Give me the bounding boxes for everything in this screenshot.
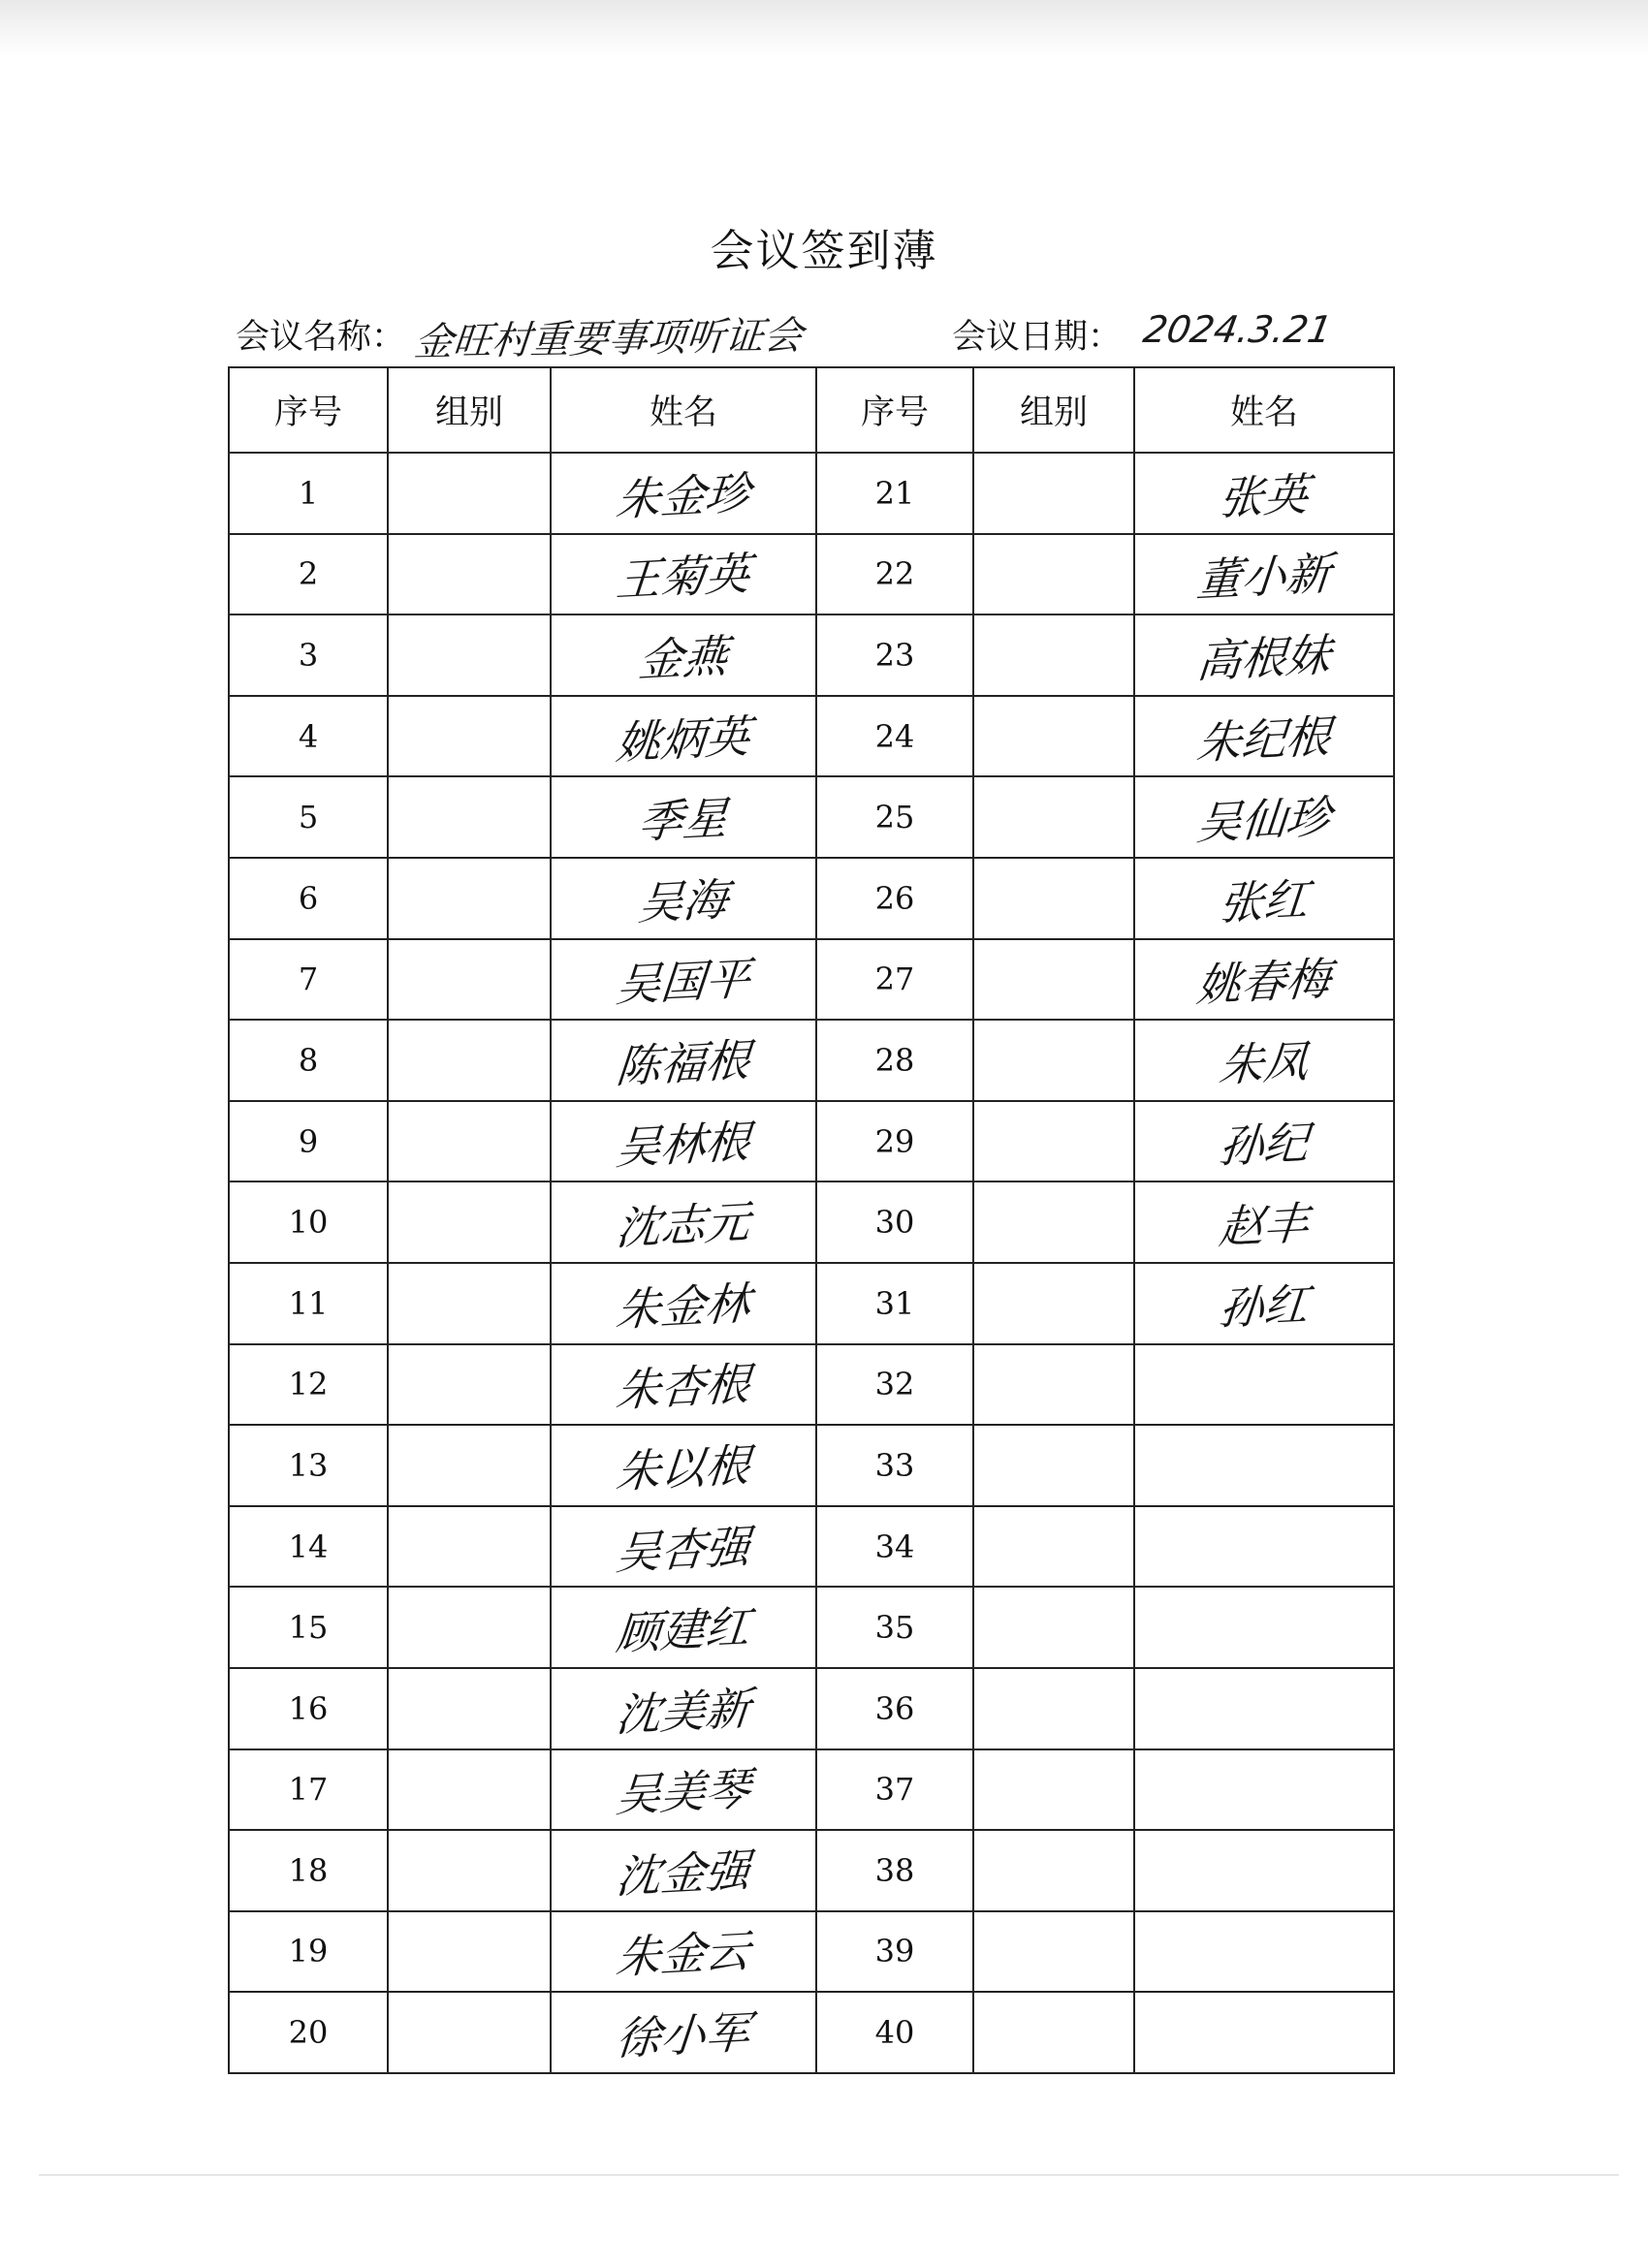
seq-cell: 19 [229,1911,388,1993]
signature [1134,939,1394,1021]
handwritten-signature: 朱金云 [614,1924,753,1985]
seq-cell: 7 [229,939,388,1021]
signature [551,1263,816,1344]
signature [1134,1181,1394,1263]
handwritten-signature: 金燕 [636,629,731,687]
table-row [229,614,1394,696]
handwritten-signature: 朱凤 [1217,1034,1312,1092]
seq-cell: 10 [229,1181,388,1263]
signature [551,858,816,939]
group-cell [973,858,1134,939]
seq-cell: 12 [229,1344,388,1426]
handwritten-signature: 董小新 [1194,547,1334,608]
handwritten-signature: 朱杏根 [614,1357,753,1418]
handwritten-signature: 孙纪 [1217,1115,1312,1174]
group-cell [973,1181,1134,1263]
seq-cell: 5 [229,776,388,858]
scan-edge-shadow [0,0,1648,58]
seq-cell: 16 [229,1668,388,1749]
signature [551,1425,816,1506]
handwritten-signature: 孙红 [1217,1277,1312,1336]
signature [1134,1425,1394,1506]
seq-cell: 22 [816,534,973,615]
seq-cell: 2 [229,534,388,615]
seq-cell: 29 [816,1101,973,1182]
seq-cell: 26 [816,858,973,939]
group-cell [973,1101,1134,1182]
signature [1134,1830,1394,1911]
table-row [229,1830,1394,1911]
handwritten-signature: 张红 [1217,872,1312,930]
meeting-date-label: 会议日期： [952,318,1123,357]
signature [1134,1344,1394,1426]
group-cell [388,614,551,696]
meeting-date-value: 2024.3.21 [1140,308,1336,351]
seq-cell: 14 [229,1506,388,1588]
handwritten-signature: 朱以根 [614,1438,753,1498]
handwritten-signature: 朱纪根 [1194,709,1334,770]
table-row [229,1425,1394,1506]
seq-cell: 9 [229,1101,388,1182]
handwritten-signature: 赵丰 [1217,1196,1312,1254]
handwritten-signature: 吴杏强 [614,1519,753,1580]
handwritten-signature: 季星 [636,791,731,849]
group-cell [388,939,551,1021]
seq-cell: 24 [816,696,973,777]
header-group-left: 组别 [388,367,551,453]
signature [551,1101,816,1182]
seq-cell: 17 [229,1749,388,1831]
group-cell [973,1020,1134,1101]
seq-cell: 33 [816,1425,973,1506]
signature [1134,453,1394,534]
signature [551,1992,816,2073]
seq-cell: 37 [816,1749,973,1831]
table-row [229,1181,1394,1263]
signature [1134,1506,1394,1588]
signature [1134,776,1394,858]
signature [1134,1587,1394,1668]
seq-cell: 25 [816,776,973,858]
handwritten-signature: 吴海 [636,872,731,930]
seq-cell: 11 [229,1263,388,1344]
signature [551,776,816,858]
signature [1134,696,1394,777]
handwritten-signature: 朱金珍 [614,466,753,526]
seq-cell: 39 [816,1911,973,1993]
seq-cell: 23 [816,614,973,696]
table-row [229,453,1394,534]
seq-cell: 20 [229,1992,388,2073]
seq-cell: 40 [816,1992,973,2073]
signature [551,1830,816,1911]
meeting-name-value: 金旺村重要事项听证会 [412,313,806,365]
signature [1134,1992,1394,2073]
seq-cell: 21 [816,453,973,534]
handwritten-signature: 吴林根 [614,1114,753,1175]
handwritten-signature: 姚炳英 [614,709,753,770]
signature [1134,534,1394,615]
group-cell [388,1506,551,1588]
meeting-name-label: 会议名称： [236,318,406,357]
seq-cell: 18 [229,1830,388,1911]
group-cell [973,1263,1134,1344]
signature [551,453,816,534]
seq-cell: 1 [229,453,388,534]
group-cell [973,696,1134,777]
handwritten-signature: 高根妹 [1194,628,1334,688]
seq-cell: 30 [816,1181,973,1263]
group-cell [388,1425,551,1506]
group-cell [388,1830,551,1911]
table-row [229,1101,1394,1182]
sign-in-table [228,366,1395,2074]
signature [551,1749,816,1831]
seq-cell: 32 [816,1344,973,1426]
handwritten-signature: 顾建红 [614,1600,753,1660]
group-cell [973,453,1134,534]
table-row [229,1020,1394,1101]
handwritten-signature: 陈福根 [614,1033,753,1093]
header-seq-left: 序号 [229,367,388,453]
group-cell [388,1181,551,1263]
signature [551,696,816,777]
group-cell [388,534,551,615]
handwritten-signature: 徐小军 [614,2005,753,2065]
table-header-row [229,367,1394,453]
handwritten-signature: 吴美琴 [614,1762,753,1823]
signature [1134,1020,1394,1101]
seq-cell: 6 [229,858,388,939]
scan-artifact-line [39,2174,1619,2176]
group-cell [388,776,551,858]
handwritten-signature: 张英 [1217,467,1312,525]
handwritten-signature: 吴国平 [614,952,753,1013]
seq-cell: 36 [816,1668,973,1749]
table-row [229,1587,1394,1668]
group-cell [973,1830,1134,1911]
signature [551,1668,816,1749]
table-row [229,776,1394,858]
signature [551,1181,816,1263]
signature [551,614,816,696]
group-cell [973,1749,1134,1831]
group-cell [973,1425,1134,1506]
seq-cell: 31 [816,1263,973,1344]
header-name-right: 姓名 [1134,367,1394,453]
group-cell [973,614,1134,696]
group-cell [973,1668,1134,1749]
group-cell [388,1749,551,1831]
group-cell [388,1587,551,1668]
page-title: 会议签到薄 [710,225,938,276]
group-cell [388,1263,551,1344]
handwritten-signature: 沈金强 [614,1843,753,1904]
table-row [229,1911,1394,1993]
table-row [229,1344,1394,1426]
signature [1134,1668,1394,1749]
handwritten-signature: 姚春梅 [1194,952,1334,1013]
signature [551,1911,816,1993]
seq-cell: 8 [229,1020,388,1101]
handwritten-signature: 朱金林 [614,1276,753,1337]
handwritten-signature: 王菊英 [614,547,753,608]
group-cell [973,1911,1134,1993]
signature [551,1344,816,1426]
signature [1134,1911,1394,1993]
signature [1134,1749,1394,1831]
table-row [229,939,1394,1021]
seq-cell: 28 [816,1020,973,1101]
seq-cell: 38 [816,1830,973,1911]
group-cell [388,696,551,777]
group-cell [973,1344,1134,1426]
group-cell [388,1668,551,1749]
handwritten-signature: 沈美新 [614,1681,753,1742]
group-cell [388,858,551,939]
group-cell [388,1992,551,2073]
table-row [229,696,1394,777]
group-cell [388,453,551,534]
seq-cell: 3 [229,614,388,696]
seq-cell: 4 [229,696,388,777]
group-cell [973,1992,1134,2073]
table-row [229,858,1394,939]
table-body [229,453,1394,2073]
group-cell [973,939,1134,1021]
group-cell [388,1101,551,1182]
signature [551,534,816,615]
group-cell [388,1020,551,1101]
table-row [229,1992,1394,2073]
handwritten-signature: 沈志元 [614,1195,753,1255]
table-row [229,1668,1394,1749]
signature [551,1506,816,1588]
header-name-left: 姓名 [551,367,816,453]
group-cell [388,1344,551,1426]
signature [551,1020,816,1101]
table-row [229,1263,1394,1344]
table-row [229,1749,1394,1831]
seq-cell: 35 [816,1587,973,1668]
table-row [229,1506,1394,1588]
table-row [229,534,1394,615]
seq-cell: 27 [816,939,973,1021]
group-cell [973,776,1134,858]
signature [1134,1263,1394,1344]
group-cell [388,1911,551,1993]
signature [551,1587,816,1668]
seq-cell: 15 [229,1587,388,1668]
group-cell [973,1587,1134,1668]
header-group-right: 组别 [973,367,1134,453]
signature [551,939,816,1021]
seq-cell: 13 [229,1425,388,1506]
group-cell [973,534,1134,615]
seq-cell: 34 [816,1506,973,1588]
signature [1134,614,1394,696]
signature [1134,858,1394,939]
handwritten-signature: 吴仙珍 [1194,790,1334,850]
signature [1134,1101,1394,1182]
group-cell [973,1506,1134,1588]
header-seq-right: 序号 [816,367,973,453]
